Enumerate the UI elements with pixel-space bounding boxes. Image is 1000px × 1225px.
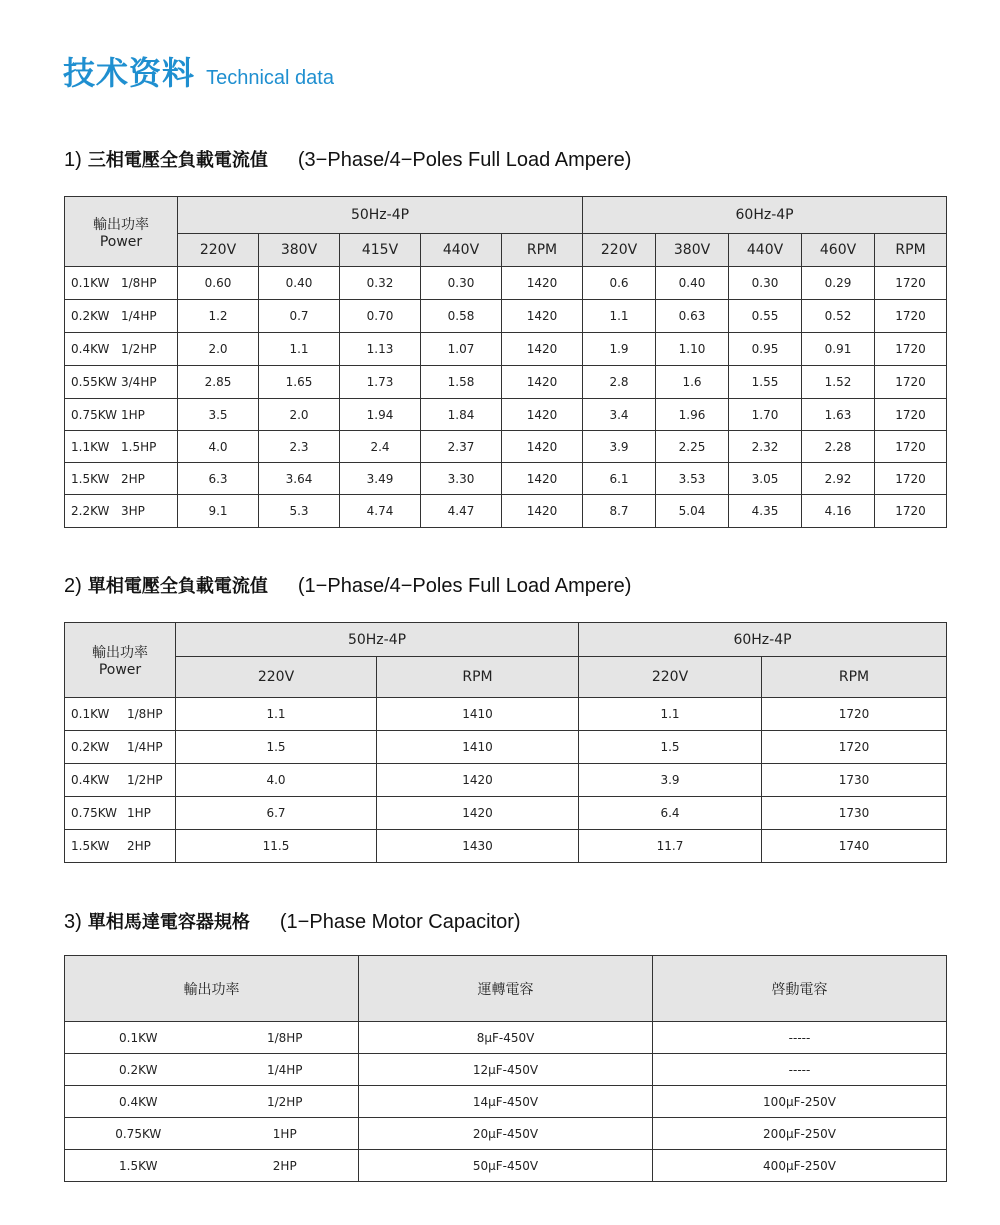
section2-title-zh: 單相電壓全負載電流值 [87, 576, 268, 597]
group-60hz-header: 60Hz-4P [583, 197, 947, 234]
value-cell-60hz: 1.96 [656, 399, 729, 431]
column-header-60hz: RPM [875, 234, 947, 267]
value-cell-60hz: 1730 [762, 764, 947, 797]
start-capacitor-cell: 200μF-250V [653, 1118, 947, 1150]
section3-title-en: (1−Phase Motor Capacitor) [279, 911, 521, 933]
power-hp: 1/4HP [127, 740, 163, 754]
power-cell [65, 797, 176, 830]
table-row [65, 399, 947, 431]
value-cell-60hz: 0.91 [802, 333, 875, 366]
table-row [65, 463, 947, 495]
power-hp: 3HP [121, 504, 145, 518]
value-cell-50hz: 0.70 [340, 300, 421, 333]
power-header [65, 197, 178, 267]
start-capacitor-cell: ----- [653, 1022, 947, 1054]
value-cell-60hz: 2.32 [729, 431, 802, 463]
power-kw-cell: 0.1KW [65, 1022, 212, 1054]
value-cell-50hz: 1.94 [340, 399, 421, 431]
value-cell-50hz: 4.0 [178, 431, 259, 463]
value-cell-50hz: 1.73 [340, 366, 421, 399]
value-cell-50hz: 1410 [377, 698, 579, 731]
power-cell [65, 495, 178, 528]
run-capacitor-cell: 20μF-450V [359, 1118, 653, 1150]
value-cell-50hz: 2.0 [178, 333, 259, 366]
power-cell [65, 267, 178, 300]
power-cell [65, 300, 178, 333]
value-cell-50hz: 2.3 [259, 431, 340, 463]
power-hp-cell: 2HP [212, 1150, 359, 1182]
section3-title-zh: 單相馬達電容器規格 [87, 912, 250, 933]
table-row [65, 267, 947, 300]
value-cell-50hz: 4.74 [340, 495, 421, 528]
value-cell-50hz: 3.49 [340, 463, 421, 495]
power-kw: 0.2KW [71, 309, 110, 323]
run-capacitor-header: 運轉電容 [359, 956, 653, 1022]
table-row [65, 698, 947, 731]
value-cell-50hz: 1.1 [259, 333, 340, 366]
value-cell-50hz: 0.60 [178, 267, 259, 300]
column-header-50hz: RPM [377, 657, 579, 698]
value-cell-60hz: 0.52 [802, 300, 875, 333]
run-capacitor-cell: 8μF-450V [359, 1022, 653, 1054]
power-kw-cell: 1.5KW [65, 1150, 212, 1182]
table-row [65, 1118, 947, 1150]
value-cell-60hz: 1720 [875, 267, 947, 300]
power-kw: 0.75KW [71, 806, 118, 820]
value-cell-50hz: 1410 [377, 731, 579, 764]
value-cell-60hz: 0.6 [583, 267, 656, 300]
value-cell-60hz: 0.95 [729, 333, 802, 366]
value-cell-60hz: 0.29 [802, 267, 875, 300]
value-cell-50hz: 0.40 [259, 267, 340, 300]
value-cell-60hz: 3.9 [579, 764, 762, 797]
column-header-60hz: 380V [656, 234, 729, 267]
power-hp: 1/2HP [127, 773, 163, 787]
section1-title-zh: 三相電壓全負載電流值 [87, 150, 268, 171]
power-kw: 0.4KW [71, 342, 110, 356]
value-cell-60hz: 1740 [762, 830, 947, 863]
value-cell-50hz: 1.84 [421, 399, 502, 431]
table-row [65, 1086, 947, 1118]
value-cell-60hz: 3.53 [656, 463, 729, 495]
power-cell [65, 399, 178, 431]
value-cell-60hz: 2.92 [802, 463, 875, 495]
value-cell-60hz: 1.55 [729, 366, 802, 399]
column-header-60hz: RPM [762, 657, 947, 698]
power-hp-cell: 1/2HP [212, 1086, 359, 1118]
value-cell-50hz: 1420 [502, 333, 583, 366]
single-phase-table [64, 622, 947, 863]
value-cell-50hz: 9.1 [178, 495, 259, 528]
power-header: 輸出功率 [65, 956, 359, 1022]
section1-heading [64, 146, 631, 172]
table-row [65, 300, 947, 333]
page-title [63, 48, 334, 94]
value-cell-50hz: 6.3 [178, 463, 259, 495]
table-row [65, 764, 947, 797]
value-cell-60hz: 1720 [875, 463, 947, 495]
value-cell-50hz: 1.1 [176, 698, 377, 731]
run-capacitor-cell: 12μF-450V [359, 1054, 653, 1086]
start-capacitor-cell: ----- [653, 1054, 947, 1086]
power-header [65, 623, 176, 698]
value-cell-60hz: 1720 [875, 366, 947, 399]
power-header-en: Power [98, 662, 142, 678]
value-cell-50hz: 4.47 [421, 495, 502, 528]
value-cell-60hz: 1.52 [802, 366, 875, 399]
section1-number: 1) [64, 149, 82, 171]
value-cell-50hz: 4.0 [176, 764, 377, 797]
value-cell-60hz: 1720 [875, 399, 947, 431]
value-cell-50hz: 1420 [502, 300, 583, 333]
value-cell-50hz: 1.07 [421, 333, 502, 366]
value-cell-50hz: 2.0 [259, 399, 340, 431]
power-cell [65, 830, 176, 863]
value-cell-60hz: 11.7 [579, 830, 762, 863]
value-cell-50hz: 1.13 [340, 333, 421, 366]
value-cell-50hz: 1420 [502, 495, 583, 528]
column-header-50hz: 440V [421, 234, 502, 267]
value-cell-60hz: 4.35 [729, 495, 802, 528]
value-cell-50hz: 1420 [377, 764, 579, 797]
column-header-50hz: 380V [259, 234, 340, 267]
value-cell-50hz: 1.58 [421, 366, 502, 399]
power-hp: 1/8HP [121, 276, 157, 290]
power-hp: 2HP [121, 471, 145, 486]
table-row [65, 366, 947, 399]
value-cell-50hz: 0.32 [340, 267, 421, 300]
value-cell-60hz: 1.5 [579, 731, 762, 764]
value-cell-60hz: 0.40 [656, 267, 729, 300]
value-cell-50hz: 11.5 [176, 830, 377, 863]
table-row [65, 1054, 947, 1086]
power-cell [65, 366, 178, 399]
value-cell-60hz: 1.10 [656, 333, 729, 366]
power-hp: 2HP [127, 839, 151, 853]
power-cell [65, 764, 176, 797]
value-cell-60hz: 0.55 [729, 300, 802, 333]
power-kw-cell: 0.75KW [65, 1118, 212, 1150]
value-cell-50hz: 1420 [502, 267, 583, 300]
section2-number: 2) [64, 575, 82, 597]
power-kw-cell: 0.4KW [65, 1086, 212, 1118]
column-header-60hz: 440V [729, 234, 802, 267]
power-hp: 1/2HP [121, 342, 157, 356]
power-hp-cell: 1/4HP [212, 1054, 359, 1086]
start-capacitor-cell: 100μF-250V [653, 1086, 947, 1118]
run-capacitor-cell: 50μF-450V [359, 1150, 653, 1182]
power-hp: 1/8HP [127, 707, 163, 721]
value-cell-50hz: 1420 [377, 797, 579, 830]
power-kw: 1.5KW [71, 839, 110, 853]
value-cell-60hz: 1720 [762, 731, 947, 764]
power-kw: 0.1KW [71, 707, 110, 721]
value-cell-50hz: 1.2 [178, 300, 259, 333]
value-cell-50hz: 1.5 [176, 731, 377, 764]
capacitor-table [64, 955, 947, 1182]
power-header-zh: 輸出功率 [93, 216, 149, 233]
value-cell-60hz: 4.16 [802, 495, 875, 528]
table-row [65, 731, 947, 764]
power-cell [65, 731, 176, 764]
value-cell-50hz: 1420 [502, 399, 583, 431]
value-cell-60hz: 8.7 [583, 495, 656, 528]
power-cell [65, 698, 176, 731]
value-cell-50hz: 1420 [502, 366, 583, 399]
value-cell-60hz: 5.04 [656, 495, 729, 528]
value-cell-50hz: 3.64 [259, 463, 340, 495]
value-cell-50hz: 0.7 [259, 300, 340, 333]
value-cell-60hz: 3.05 [729, 463, 802, 495]
section3-heading [64, 908, 521, 934]
power-kw: 2.2KW [71, 504, 110, 518]
table-row [65, 495, 947, 528]
page-title-en: Technical data [206, 67, 334, 89]
group-50hz-header: 50Hz-4P [176, 623, 579, 657]
value-cell-60hz: 1720 [875, 431, 947, 463]
power-hp: 1.5HP [121, 439, 157, 454]
power-hp-cell: 1HP [212, 1118, 359, 1150]
value-cell-60hz: 6.1 [583, 463, 656, 495]
value-cell-50hz: 2.85 [178, 366, 259, 399]
value-cell-50hz: 2.37 [421, 431, 502, 463]
value-cell-60hz: 6.4 [579, 797, 762, 830]
group-60hz-header: 60Hz-4P [579, 623, 947, 657]
value-cell-60hz: 2.8 [583, 366, 656, 399]
column-header-60hz: 220V [583, 234, 656, 267]
power-kw: 0.1KW [71, 276, 110, 290]
value-cell-50hz: 3.30 [421, 463, 502, 495]
power-hp: 1HP [121, 407, 145, 422]
value-cell-60hz: 1.63 [802, 399, 875, 431]
power-kw: 1.5KW [71, 471, 110, 486]
power-header-en: Power [99, 233, 143, 250]
column-header-60hz: 220V [579, 657, 762, 698]
power-kw-cell: 0.2KW [65, 1054, 212, 1086]
value-cell-60hz: 2.25 [656, 431, 729, 463]
value-cell-50hz: 6.7 [176, 797, 377, 830]
power-hp: 1HP [127, 806, 151, 820]
table-row [65, 797, 947, 830]
value-cell-50hz: 0.30 [421, 267, 502, 300]
power-kw: 0.55KW [71, 375, 118, 389]
value-cell-60hz: 3.9 [583, 431, 656, 463]
value-cell-60hz: 1720 [875, 300, 947, 333]
value-cell-60hz: 0.63 [656, 300, 729, 333]
column-header-50hz: 220V [176, 657, 377, 698]
power-kw: 0.2KW [71, 740, 110, 754]
power-hp: 1/4HP [121, 309, 157, 323]
value-cell-60hz: 1.1 [583, 300, 656, 333]
power-cell [65, 463, 178, 495]
table-row [65, 1022, 947, 1054]
value-cell-50hz: 3.5 [178, 399, 259, 431]
power-hp: 3/4HP [121, 375, 157, 389]
value-cell-60hz: 1730 [762, 797, 947, 830]
section1-title-en: (3−Phase/4−Poles Full Load Ampere) [297, 149, 632, 171]
power-hp-cell: 1/8HP [212, 1022, 359, 1054]
column-header-60hz: 460V [802, 234, 875, 267]
start-capacitor-header: 啓動電容 [653, 956, 947, 1022]
group-50hz-header: 50Hz-4P [178, 197, 583, 234]
value-cell-60hz: 1720 [875, 333, 947, 366]
value-cell-50hz: 1420 [502, 463, 583, 495]
value-cell-50hz: 2.4 [340, 431, 421, 463]
value-cell-60hz: 1.1 [579, 698, 762, 731]
value-cell-50hz: 1420 [502, 431, 583, 463]
power-kw: 1.1KW [71, 439, 110, 454]
power-header-zh: 輸出功率 [92, 645, 148, 661]
value-cell-50hz: 0.58 [421, 300, 502, 333]
value-cell-60hz: 2.28 [802, 431, 875, 463]
three-phase-table [64, 196, 947, 528]
table-row [65, 830, 947, 863]
value-cell-60hz: 1.6 [656, 366, 729, 399]
power-cell [65, 431, 178, 463]
value-cell-60hz: 1.9 [583, 333, 656, 366]
start-capacitor-cell: 400μF-250V [653, 1150, 947, 1182]
column-header-50hz: RPM [502, 234, 583, 267]
power-cell [65, 333, 178, 366]
section2-heading [64, 572, 631, 598]
value-cell-60hz: 1720 [762, 698, 947, 731]
value-cell-60hz: 1.70 [729, 399, 802, 431]
value-cell-50hz: 1430 [377, 830, 579, 863]
power-kw: 0.4KW [71, 773, 110, 787]
value-cell-50hz: 1.65 [259, 366, 340, 399]
value-cell-60hz: 0.30 [729, 267, 802, 300]
table-row [65, 1150, 947, 1182]
value-cell-60hz: 1720 [875, 495, 947, 528]
run-capacitor-cell: 14μF-450V [359, 1086, 653, 1118]
table-row [65, 333, 947, 366]
section3-number: 3) [64, 911, 82, 933]
section2-title-en: (1−Phase/4−Poles Full Load Ampere) [297, 575, 632, 597]
page-title-zh: 技术资料 [63, 54, 196, 92]
column-header-50hz: 415V [340, 234, 421, 267]
column-header-50hz: 220V [178, 234, 259, 267]
power-kw: 0.75KW [71, 407, 118, 422]
value-cell-60hz: 3.4 [583, 399, 656, 431]
table-row [65, 431, 947, 463]
value-cell-50hz: 5.3 [259, 495, 340, 528]
